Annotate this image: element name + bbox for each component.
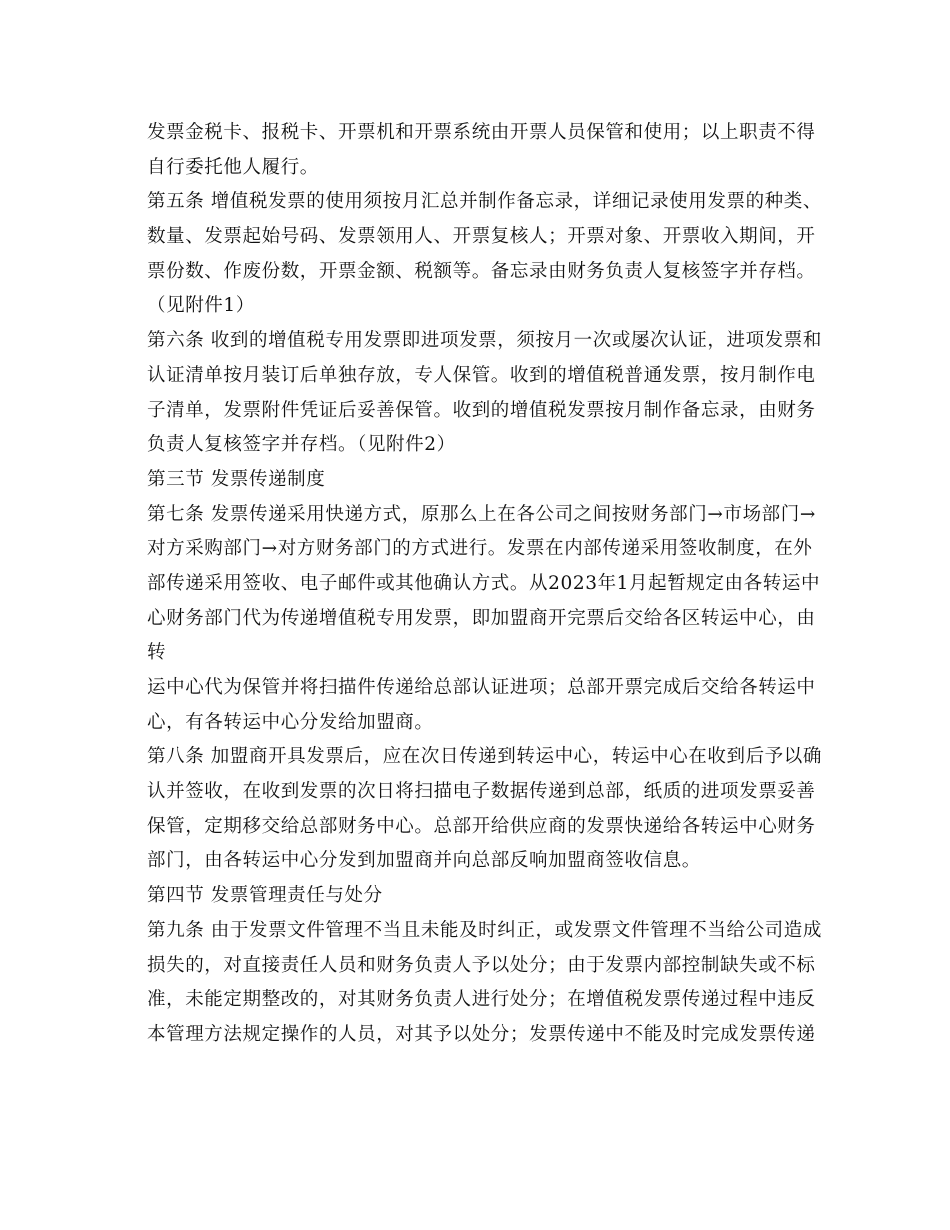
- text-line: 自行委托他人履行。: [147, 156, 319, 178]
- text-line: 准，未能定期整改的，对其财务负责人进行处分；在增值税发票传递过程中违反: [147, 989, 816, 1011]
- text-line: 本管理方法规定操作的人员，对其予以处分；发票传递中不能及时完成发票传递: [147, 1023, 816, 1045]
- text-line: 认证清单按月装订后单独存放，专人保管。收到的增值税普通发票，按月制作电: [147, 364, 816, 386]
- section-4-heading: 第四节 发票管理责任与处分: [147, 885, 383, 907]
- document-body: [147, 116, 822, 1053]
- article-9-line: 第九条 由于发票文件管理不当且未能及时纠正，或发票文件管理不当给公司造成: [147, 919, 822, 941]
- text-line: 数量、发票起始号码、发票领用人、开票复核人；开票对象、开票收入期间，开: [147, 226, 816, 248]
- text-line: 运中心代为保管并将扫描件传递给总部认证进项；总部开票完成后交给各转运中: [147, 677, 816, 698]
- text-line: 心财务部门代为传递增值税专用发票，即加盟商开完票后交给各区转运中心，由: [147, 607, 816, 629]
- text-line: 转: [147, 642, 167, 664]
- text-line: 负责人复核签字并存档。（见附件2）: [147, 434, 456, 456]
- text-line: 心，有各转运中心分发给加盟商。: [147, 711, 434, 733]
- text-line: 对方采购部门→对方财务部门的方式进行。发票在内部传递采用签收制度，在外: [147, 538, 813, 560]
- text-line: 认并签收，在收到发票的次日将扫描电子数据传递到总部，纸质的进项发票妥善: [147, 781, 816, 803]
- article-8-line: 第八条 加盟商开具发票后，应在次日传递到转运中心，转运中心在收到后予以确: [147, 746, 822, 768]
- text-line: 损失的，对直接责任人员和财务负责人予以处分；由于发票内部控制缺失或不标: [147, 954, 816, 976]
- text-line: 子清单，发票附件凭证后妥善保管。收到的增值税发票按月制作备忘录，由财务: [147, 399, 816, 421]
- article-7-line: 第七条 发票传递采用快递方式，原那么上在各公司之间按财务部门→市场部门→: [147, 503, 816, 525]
- section-3-heading: 第三节 发票传递制度: [147, 468, 326, 490]
- text-line: 发票金税卡、报税卡、开票机和开票系统由开票人员保管和使用；以上职责不得: [147, 122, 816, 143]
- article-5-line: 第五条 增值税发票的使用须按月汇总并制作备忘录，详细记录使用发票的种类、: [147, 191, 822, 213]
- text-line: 票份数、作废份数，开票金额、税额等。备忘录由财务负责人复核签字并存档。: [147, 260, 816, 282]
- article-6-line: 第六条 收到的增值税专用发票即进项发票，须按月一次或屡次认证，进项发票和: [147, 330, 822, 352]
- text-line: 部门，由各转运中心分发到加盟商并向总部反响加盟商签收信息。: [147, 850, 701, 872]
- attachment-ref-line: （见附件1）: [147, 295, 255, 317]
- text-line: 部传递采用签收、电子邮件或其他确认方式。从2023年1月起暂规定由各转运中: [147, 572, 821, 594]
- text-line: 保管，定期移交给总部财务中心。总部开给供应商的发票快递给各转运中心财务: [147, 815, 816, 837]
